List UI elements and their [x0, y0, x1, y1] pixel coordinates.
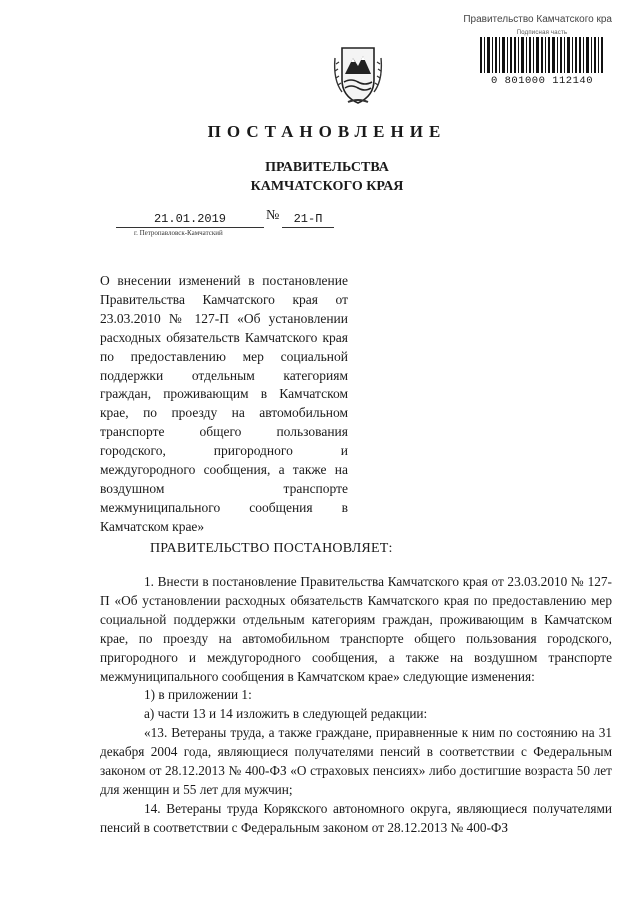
barcode-bars — [478, 37, 606, 73]
issuer-line-1: ПРАВИТЕЛЬСТВА — [265, 160, 389, 175]
document-body — [100, 573, 612, 838]
document-number: 21-П — [282, 212, 334, 228]
kamchatka-coat-of-arms-icon — [332, 44, 384, 106]
barcode — [478, 30, 606, 87]
paragraph-3: а) части 13 и 14 изложить в следующей редакции: — [144, 706, 428, 722]
number-label: № — [266, 208, 280, 223]
issue-place: г. Петропавловск-Камчатский — [134, 229, 223, 237]
issuer-heading — [0, 158, 640, 196]
issuer-line-2: КАМЧАТСКОГО КРАЯ — [250, 179, 404, 194]
paragraph-4: «13. Ветераны труда, а также граждане, приравненные к ним по состоянию на 31 декабря 2004 года, являющиеся получателями пенсий в соответствии с Федеральным законом от 28.12.2013 № 400-ФЗ «О страховых пенсиях» либо достигшие возраста 50 лет для женщин и 55 лет для мужчин; — [100, 725, 612, 797]
organization-stamp: Правительство Камчатского кра — [463, 14, 612, 25]
document-type-heading: ПОСТАНОВЛЕНИЕ — [207, 122, 447, 141]
paragraph-5: 14. Ветераны труда Корякского автономного округа, являющиеся получателями пенсий в соответствии с Федеральным законом от 28.12.2013 № 400-ФЗ — [100, 800, 612, 835]
subject-text: О внесении изменений в постановление Правительства Камчатского края от 23.03.2010 № 127-П «Об установлении расходных обязательств Камчатского края по предоставлению мер социальной поддержки отдельным категориям граждан, проживающим в Камчатском крае, по проезду на автомобильном транспорте общего пользования городского, пригородного и междугородного сообщения, а также на воздушном транспорте межмуниципального сообщения в Камчатском крае» — [100, 273, 348, 534]
resolution-heading: ПРАВИТЕЛЬСТВО ПОСТАНОВЛЯЕТ: — [150, 541, 393, 556]
barcode-number: 0 801000 112140 — [490, 75, 593, 87]
barcode-caption: Подписная часть — [516, 30, 568, 36]
paragraph-2: 1) в приложении 1: — [144, 687, 252, 703]
document-subject — [100, 272, 348, 537]
paragraph-1: 1. Внести в постановление Правительства Камчатского края от 23.03.2010 № 127-П «Об установлении расходных обязательств Камчатского края по предоставлению мер социальной поддержки отдельным категориям граждан, проживающим в Камчатском крае, по проезду на автомобильном транспорте общего пользования городского, пригородного и междугородного сообщения, а также на воздушном транспорте межмуниципального сообщения в Камчатском крае» следующие изменения: — [100, 574, 612, 684]
document-date: 21.01.2019 — [116, 212, 264, 228]
